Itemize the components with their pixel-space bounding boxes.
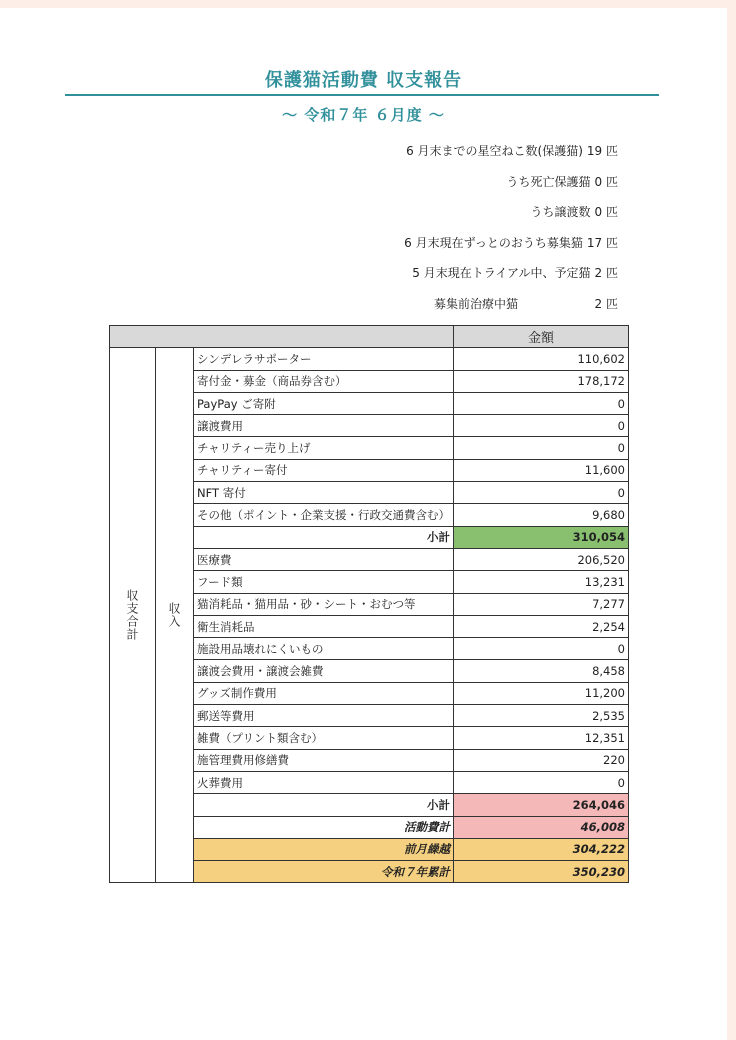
expense-amount: 8,458 [454, 660, 629, 682]
stat-row [300, 262, 618, 293]
income-amount: 178,172 [454, 370, 629, 392]
income-amount: 0 [454, 482, 629, 504]
inner-label: 収入 [167, 602, 181, 629]
expense-amount: 12,351 [454, 727, 629, 749]
income-item: 譲渡費用 [194, 415, 454, 437]
expense-item: 施設用品壊れにくいもの [194, 638, 454, 660]
finance-table [109, 325, 629, 883]
carry-over-amount: 304,222 [454, 838, 629, 860]
stat-row [300, 201, 618, 232]
stat-label: うち死亡保護猫 [506, 174, 591, 189]
income-item: 寄付金・募金（商品券含む） [194, 370, 454, 392]
cat-stats [300, 140, 618, 323]
activity-total-label: 活動費計 [194, 816, 454, 838]
expense-item: 施管理費用修繕費 [194, 749, 454, 771]
stat-value: 0 匹 [594, 205, 618, 219]
income-subtotal-label: 小計 [194, 526, 454, 548]
income-amount: 9,680 [454, 504, 629, 526]
outer-label: 収支合計 [125, 589, 139, 642]
activity-total-amount: 46,008 [454, 816, 629, 838]
title-underline [65, 94, 659, 96]
expense-item: グッズ制作費用 [194, 682, 454, 704]
income-amount: 0 [454, 392, 629, 414]
stat-label: 6 月末現在ずっとのおうち募集猫 [404, 235, 583, 250]
expense-subtotal-label: 小計 [194, 794, 454, 816]
expense-item: 郵送等費用 [194, 705, 454, 727]
table-header-row [110, 326, 629, 348]
expense-amount: 11,200 [454, 682, 629, 704]
income-amount: 110,602 [454, 348, 629, 370]
expense-item: 譲渡会費用・譲渡会雑費 [194, 660, 454, 682]
table-row [110, 348, 629, 370]
income-item: チャリティー寄付 [194, 459, 454, 481]
expense-item: 衛生消耗品 [194, 615, 454, 637]
expense-amount: 2,254 [454, 615, 629, 637]
stat-row [300, 140, 618, 171]
expense-amount: 220 [454, 749, 629, 771]
expense-subtotal-amount: 264,046 [454, 794, 629, 816]
income-item: シンデレラサポーター [194, 348, 454, 370]
expense-amount: 0 [454, 771, 629, 793]
stat-label: 募集前治療中猫 [434, 296, 519, 311]
expense-amount: 206,520 [454, 548, 629, 570]
year-total-amount: 350,230 [454, 861, 629, 883]
stat-row [300, 293, 618, 324]
income-item: その他（ポイント・企業支援・行政交通費含む） [194, 504, 454, 526]
report-subtitle: ～ 令和７年 ６月度 ～ [282, 106, 445, 124]
stat-label: うち譲渡数 [530, 205, 591, 219]
expense-amount: 2,535 [454, 705, 629, 727]
stat-label: 6 月末までの星空ねこ数(保護猫) [406, 144, 583, 158]
income-amount: 0 [454, 415, 629, 437]
expense-amount: 13,231 [454, 571, 629, 593]
expense-item: 雑費（プリント類含む） [194, 727, 454, 749]
carry-over-label: 前月繰越 [194, 838, 454, 860]
stat-value: 2 匹 [594, 266, 618, 280]
income-subtotal-amount: 310,054 [454, 526, 629, 548]
stat-label: 5 月末現在トライアル中、予定猫 [412, 266, 591, 280]
income-amount: 11,600 [454, 459, 629, 481]
income-item: NFT 寄付 [194, 482, 454, 504]
stat-row [300, 171, 618, 202]
amount-header: 金額 [454, 326, 629, 348]
outer-label-cell [110, 348, 156, 883]
income-item: チャリティー売り上げ [194, 437, 454, 459]
stat-value: 17 匹 [586, 235, 618, 250]
income-item: PayPay ご寄附 [194, 392, 454, 414]
header-blank-cell [110, 326, 454, 348]
stat-row [300, 232, 618, 263]
expense-item: 猫消耗品・猫用品・砂・シート・おむつ等 [194, 593, 454, 615]
expense-amount: 7,277 [454, 593, 629, 615]
inner-label-cell [156, 348, 194, 883]
expense-item: フード類 [194, 571, 454, 593]
expense-amount: 0 [454, 638, 629, 660]
report-title: 保護猫活動費 収支報告 [264, 70, 463, 91]
year-total-label: 令和７年累計 [194, 861, 454, 883]
expense-item: 医療費 [194, 548, 454, 570]
stat-value: 0 匹 [594, 174, 618, 189]
stat-value: 19 匹 [586, 144, 618, 158]
stat-value: 2 匹 [594, 296, 618, 311]
expense-item: 火葬費用 [194, 771, 454, 793]
income-amount: 0 [454, 437, 629, 459]
